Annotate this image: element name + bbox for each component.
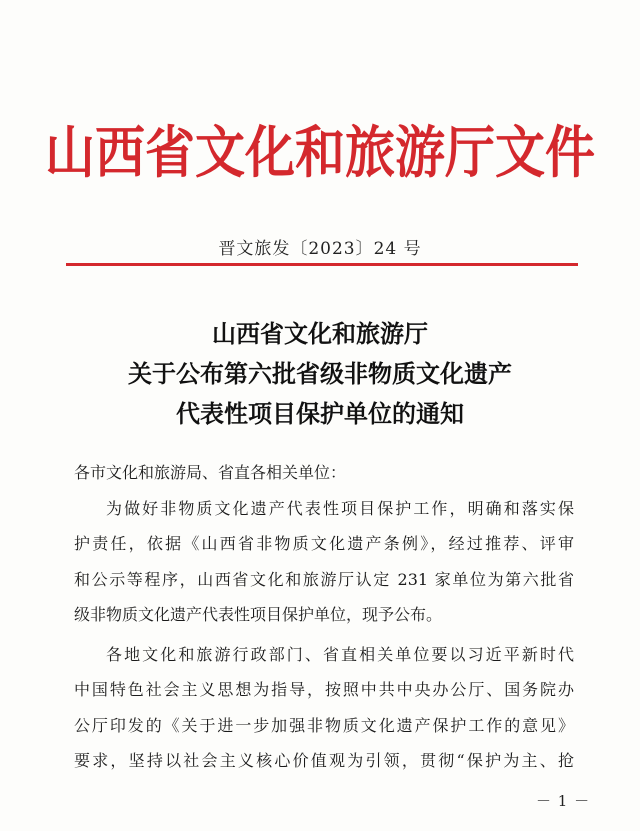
page-number: － 1 －: [536, 792, 591, 810]
paragraph-line: 级非物质文化遗产代表性项目保护单位，现予公布。: [74, 605, 443, 624]
paragraph-line: 为做好非物质文化遗产代表性项目保护工作，明确和落实保: [106, 498, 574, 518]
paragraph-line: 中国特色社会主义思想为指导，按照中共中央办公厅、国务院办: [74, 680, 574, 699]
notice-title: [0, 314, 640, 434]
paragraph-line: 各地文化和旅游行政部门、省直相关单位要以习近平新时代: [106, 644, 574, 664]
notice-title-line: 关于公布第六批省级非物质文化遗产: [128, 359, 512, 388]
paragraph-line: 和公示等程序，山西省文化和旅游厅认定 231 家单位为第六批省: [74, 569, 574, 589]
paragraph-line: 护责任，依据《山西省非物质文化遗产条例》，经过推荐、评审: [74, 534, 574, 553]
paragraph-line: 公厅印发的《关于进一步加强非物质文化遗产保护工作的意见》: [74, 715, 574, 735]
notice-title-line: 山西省文化和旅游厅: [212, 319, 428, 348]
document-body: [74, 455, 574, 779]
red-divider-line: [66, 263, 578, 266]
notice-title-line: 代表性项目保护单位的通知: [176, 399, 464, 428]
document-number: 晋文旅发〔2023〕24 号: [218, 239, 422, 259]
salutation: 各市文化和旅游局、省直各相关单位：: [74, 463, 347, 482]
document-header-title: 山西省文化和旅游厅文件: [45, 119, 595, 186]
paragraph-line: 要求，坚持以社会主义核心价值观为引领，贯彻“保护为主、抢: [74, 751, 574, 770]
